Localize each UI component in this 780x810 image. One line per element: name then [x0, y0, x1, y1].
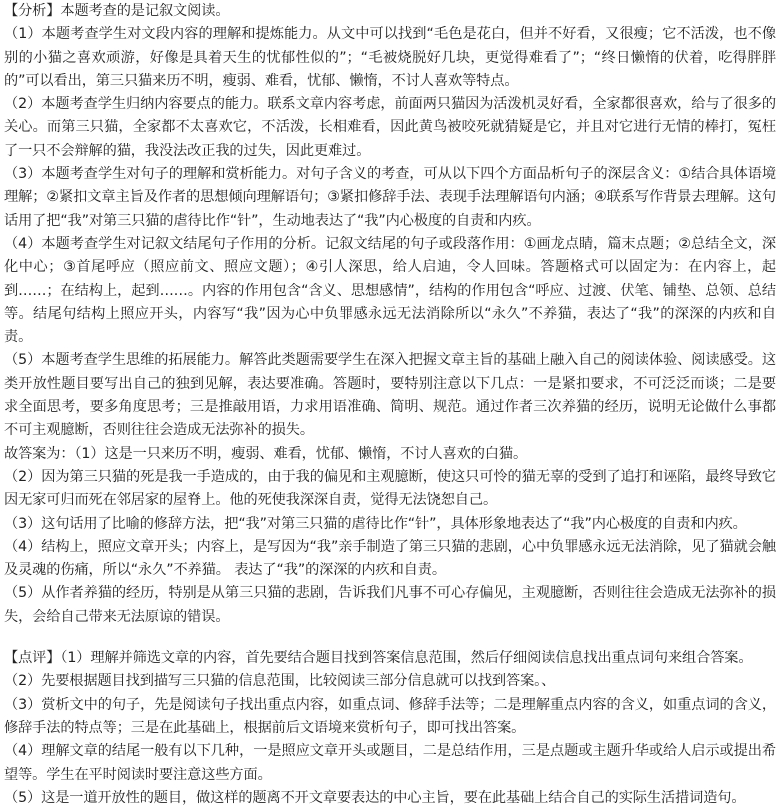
comment-point-1: 【点评】（1）理解并筛选文章的内容，首先要结合题目找到答案信息范围，然后仔细阅读信息找出重点词句来组合答案。 — [4, 650, 753, 667]
section-gap — [4, 629, 776, 647]
comment-point-5: （5）这是一道开放性的题目，做这样的题离不开文章要表达的中心主旨，要在此基础上结合自己的实际生活措词造句。 — [4, 789, 746, 806]
comment-point-3: （3）赏析文中的句子，先是阅读句子找出重点内容，如重点词、修辞手法等；二是理解重点内容的含义，如重点词的含义，修辞手法的特点等；三是在此基础上，根据前后文语境来赏析句子，即可找出答案。 — [4, 696, 776, 736]
analysis-point-4: （4）本题考查学生对记叙文结尾句子作用的分析。记叙文结尾的句子或段落作用：①画龙点睛，篇末点题；②总结全文，深化中心；③首尾呼应（照应前文、照应文题）；④引人深思，给人启迪，令人回味。答题格式可以固定为：在内容上，起到……；在结构上，起到……。内容的作用包含“含义、思想感情”，结构的作用包含“呼应、过渡、伏笔、铺垫、总领、总结等。结尾句结构上照应开头，内容写“我”因为心中负罪感永远无法消除所以“永久”不养猫，表达了“我”的深深的内疚和自责。 — [4, 235, 776, 346]
answer-3: （3）这句话用了比喻的修辞方法，把“我”对第三只猫的虐待比作“针”，具体形象地表达了“我”内心极度的自责和内疚。 — [4, 515, 747, 532]
comment-point-4: （4）理解文章的结尾一般有以下几种，一是照应文章开头或题目，二是总结作用，三是点题或主题升华或给人启示或提出希望等。学生在平时阅读时要注意这些方面。 — [4, 743, 776, 783]
answer-2: （2）因为第三只猫的死是我一手造成的，由于我的偏见和主观臆断，使这只可怜的猫无辜的受到了追打和诬陷，最终导致它因无家可归而死在邻居家的屋脊上。他的死使我深深自责，觉得无法饶恕自己。 — [4, 468, 776, 509]
answer-4: （4）结构上，照应文章开头；内容上，是写因为“我”亲手制造了第三只猫的悲剧，心中负罪感永远无法消除，见了猫就会触及灵魂的伤痛，所以“永久”不养猫。 表达了“我”的深深的内疚和自责。 — [4, 538, 776, 579]
comment-point-2: （2）先要根据题目找到描写三只猫的信息范围，比较阅读三部分信息就可以找到答案。、 — [4, 673, 556, 690]
analysis-heading-paragraph: 【分析】本题考查的是记叙文阅读。 — [4, 3, 230, 19]
analysis-point-5: （5）本题考查学生思维的拓展能力。解答此类题需要学生在深入把握文章主旨的基础上融入自己的阅读体验、阅读感受。这类开放性题目要写出自己的独到见解，表达要准确。答题时，要特别注意以下几点：一是紧扣要求，不可泛泛而谈；二是要求全面思考，要多角度思考；三是推敲用语，力求用语准确、简明、规范。通过作者三次养猫的经历，说明无论做什么事都不可主观臆断，否则往往会造成无法弥补的损失。 — [4, 352, 776, 439]
analysis-point-2: （2）本题考查学生归纳内容要点的能力。联系文章内容考虑，前面两只猫因为活泼机灵好看，全家都很喜欢，给与了很多的关心。而第三只猫，全家都不太喜欢它，不活泼，长相难看，因此黄鸟被咬死就猜疑是它，并且对它进行无情的棒打，冤枉了一只不会辩解的猫，我没法改正我的过失，因此更难过。 — [4, 96, 776, 159]
analysis-point-3: （3）本题考查学生对句子的理解和赏析能力。对句子含义的考查，可从以下四个方面品析句子的深层含义：①结合具体语境理解；②紧扣文章主旨及作者的思想倾向理解语句；③紧扣修辞手法、表现手法理解语句内涵；④联系写作背景去理解。这句话用了把“我”对第三只猫的虐待比作“针”，生动地表达了“我”内心极度的自责和内疚。 — [4, 166, 776, 229]
answer-5: （5）从作者养猫的经历，特别是从第三只猫的悲剧，告诉我们凡事不可心存偏见，主观臆断，否则往往会造成无法弥补的损失，会给自己带来无法原谅的错误。 — [4, 585, 776, 625]
analysis-point-1: （1）本题考查学生对文段内容的理解和提炼能力。从文中可以找到“毛色是花白，但并不好看，又很瘦；它不活泼，也不像别的小猫之喜欢顽游，好像是具着天生的忧郁性似的”；“毛被烧脱好几块，更觉得难看了”；“终日懒惰的伏着，吃得胖胖的”可以看出，第三只猫来历不明，瘦弱、难看，忧郁、懒惰，不讨人喜欢等特点。 — [4, 26, 776, 89]
answer-1: 故答案为：（1）这是一只来历不明，瘦弱、难看，忧郁、懒惰，不讨人喜欢的白猫。 — [4, 445, 528, 462]
